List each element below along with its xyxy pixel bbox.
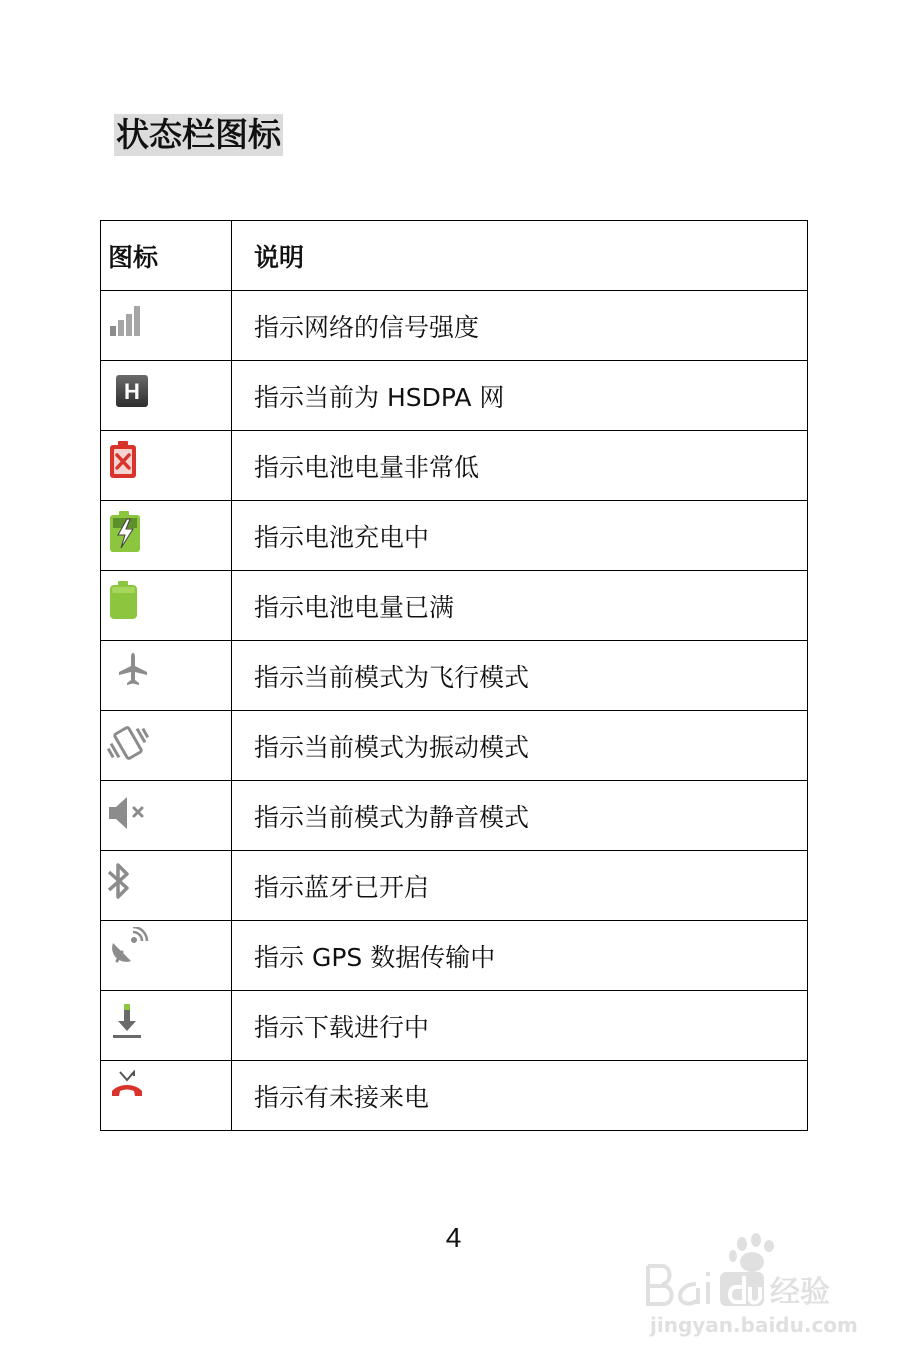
table-row: [101, 991, 808, 1061]
svg-text:jingyan.baidu.com: jingyan.baidu.com: [650, 1313, 858, 1337]
page-number: 4: [445, 1222, 462, 1253]
table-row: [101, 501, 808, 571]
row-description: 指示电池电量已满: [232, 571, 808, 641]
table-row: [101, 921, 808, 991]
row-description: 指示电池充电中: [232, 501, 808, 571]
table-row: [101, 641, 808, 711]
row-description: 指示当前模式为静音模式: [232, 781, 808, 851]
table-row: [101, 781, 808, 851]
battery-charging-icon: [107, 510, 147, 550]
row-description: 指示有未接来电: [232, 1061, 808, 1131]
table-row: [101, 361, 808, 431]
gps-icon: [109, 927, 149, 967]
header-cell-description: [232, 221, 808, 291]
row-description: 指示当前模式为振动模式: [232, 711, 808, 781]
hsdpa-icon: [115, 374, 155, 414]
baidu-jingyan-watermark: [640, 1232, 860, 1342]
airplane-mode-icon: [115, 650, 155, 690]
row-description: 指示当前为 HSDPA 网: [232, 361, 808, 431]
hsdpa-icon-letter: H: [124, 379, 140, 404]
table-row: [101, 1061, 808, 1131]
row-description: 指示电池电量非常低: [232, 431, 808, 501]
table-row: [101, 851, 808, 921]
table-row: [101, 431, 808, 501]
row-description: 指示 GPS 数据传输中: [232, 921, 808, 991]
header-icon-label: 图标: [108, 242, 159, 272]
row-description: 指示当前模式为飞行模式: [232, 641, 808, 711]
table-row: [101, 571, 808, 641]
table-header-row: [101, 221, 808, 291]
row-description: 指示网络的信号强度: [232, 291, 808, 361]
table-row: [101, 291, 808, 361]
row-description: 指示蓝牙已开启: [232, 851, 808, 921]
silent-mode-icon: [107, 794, 147, 834]
battery-very-low-icon: [107, 440, 147, 480]
battery-full-icon: [107, 580, 147, 620]
download-icon: [107, 1000, 147, 1040]
table-row: [101, 711, 808, 781]
missed-call-icon: [109, 1067, 149, 1107]
svg-text:经验: 经验: [770, 1275, 830, 1310]
header-cell-icon: [101, 221, 232, 291]
page-title: 状态栏图标: [116, 115, 281, 154]
row-description: 指示下载进行中: [232, 991, 808, 1061]
bluetooth-icon: [103, 860, 143, 900]
vibrate-mode-icon: [105, 723, 145, 763]
header-description-label: 说明: [254, 242, 305, 272]
signal-strength-icon: [107, 300, 147, 340]
status-icon-table: [100, 220, 808, 1131]
